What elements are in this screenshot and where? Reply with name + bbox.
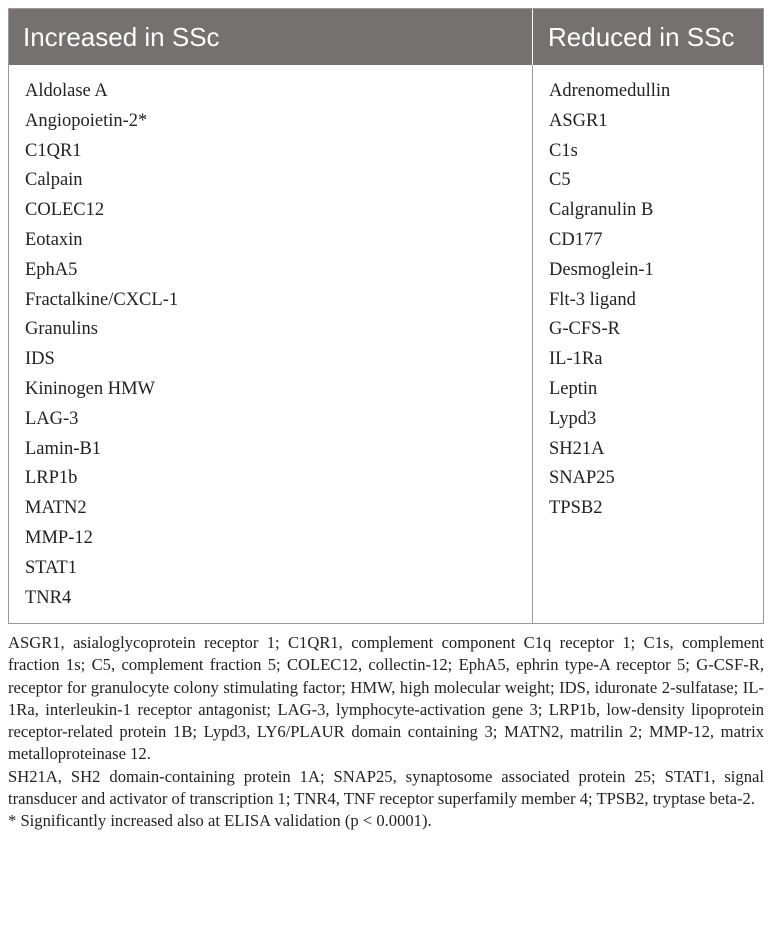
reduced-item: Adrenomedullin <box>549 81 671 101</box>
reduced-column <box>532 65 763 623</box>
increased-item: EphA5 <box>25 259 78 280</box>
increased-column <box>9 65 532 623</box>
increased-item: MMP-12 <box>25 527 93 548</box>
increased-item: Fractalkine/CXCL-1 <box>25 289 179 310</box>
table-footnotes <box>8 632 764 833</box>
reduced-item: Desmoglein-1 <box>549 259 654 280</box>
reduced-item: Leptin <box>549 378 598 399</box>
reduced-item: IL-1Ra <box>549 349 603 370</box>
increased-item: Calpain <box>25 170 83 191</box>
reduced-item: SH21A <box>549 438 605 459</box>
increased-item: Angiopoietin-2* <box>25 110 148 131</box>
increased-item: MATN2 <box>25 498 87 519</box>
reduced-item: G-CFS-R <box>549 319 620 340</box>
increased-item: LRP1b <box>25 468 78 489</box>
increased-item: IDS <box>25 349 55 370</box>
increased-item: COLEC12 <box>25 200 105 221</box>
reduced-item: Lypd3 <box>549 408 597 429</box>
reduced-item: Flt-3 ligand <box>549 289 636 310</box>
reduced-item: ASGR1 <box>549 110 608 131</box>
header-increased: Increased in SSc <box>23 22 220 52</box>
reduced-item: CD177 <box>549 229 603 250</box>
header-reduced: Reduced in SSc <box>532 9 763 65</box>
reduced-item: C1s <box>549 140 578 161</box>
abbreviations-paragraph-1: ASGR1, asialoglycoprotein receptor 1; C1QR1, complement component C1q receptor 1; C1s, complement fraction 1s; C5, complement fraction 5; COLEC12, collectin-12; EphA5, ephrin type-A receptor 5; G-CSF-R, receptor for granulocyte colony stimulating factor; HMW, high molecular weight; IDS, iduronate 2-sulfatase; IL-1Ra, interleukin-1 receptor antagonist; LAG-3, lymphocyte-activation gene 3; LRP1b, low-density lipoprotein receptor-related protein 1B; Lypd3, LY6/PLAUR domain containing 3; MATN2, matrilin 2; MMP-12, matrix metalloproteinase 12. <box>8 633 764 764</box>
reduced-item: TPSB2 <box>549 498 603 519</box>
reduced-item: C5 <box>549 170 571 191</box>
increased-item: C1QR1 <box>25 140 82 161</box>
increased-item: STAT1 <box>25 557 77 578</box>
asterisk-footnote: * Significantly increased also at ELISA validation (p < 0.0001). <box>8 811 432 831</box>
increased-item: Lamin-B1 <box>25 438 102 459</box>
reduced-item: Calgranulin B <box>549 200 654 221</box>
abbreviations-paragraph-2: SH21A, SH2 domain-containing protein 1A; SNAP25, synaptosome associated protein 25; STAT1, signal transducer and activator of transcription 1; TNR4, TNF receptor superfamily member 4; TPSB2, tryptase beta-2. <box>8 766 764 809</box>
table-body <box>9 65 763 623</box>
increased-item: TNR4 <box>25 587 72 608</box>
increased-item: Eotaxin <box>25 229 83 250</box>
increased-item: LAG-3 <box>25 408 79 429</box>
increased-item: Granulins <box>25 319 98 340</box>
table-header <box>9 9 763 65</box>
increased-item: Kininogen HMW <box>25 378 155 399</box>
reduced-item: SNAP25 <box>549 468 615 489</box>
protein-table <box>8 8 764 624</box>
increased-item: Aldolase A <box>25 81 108 101</box>
